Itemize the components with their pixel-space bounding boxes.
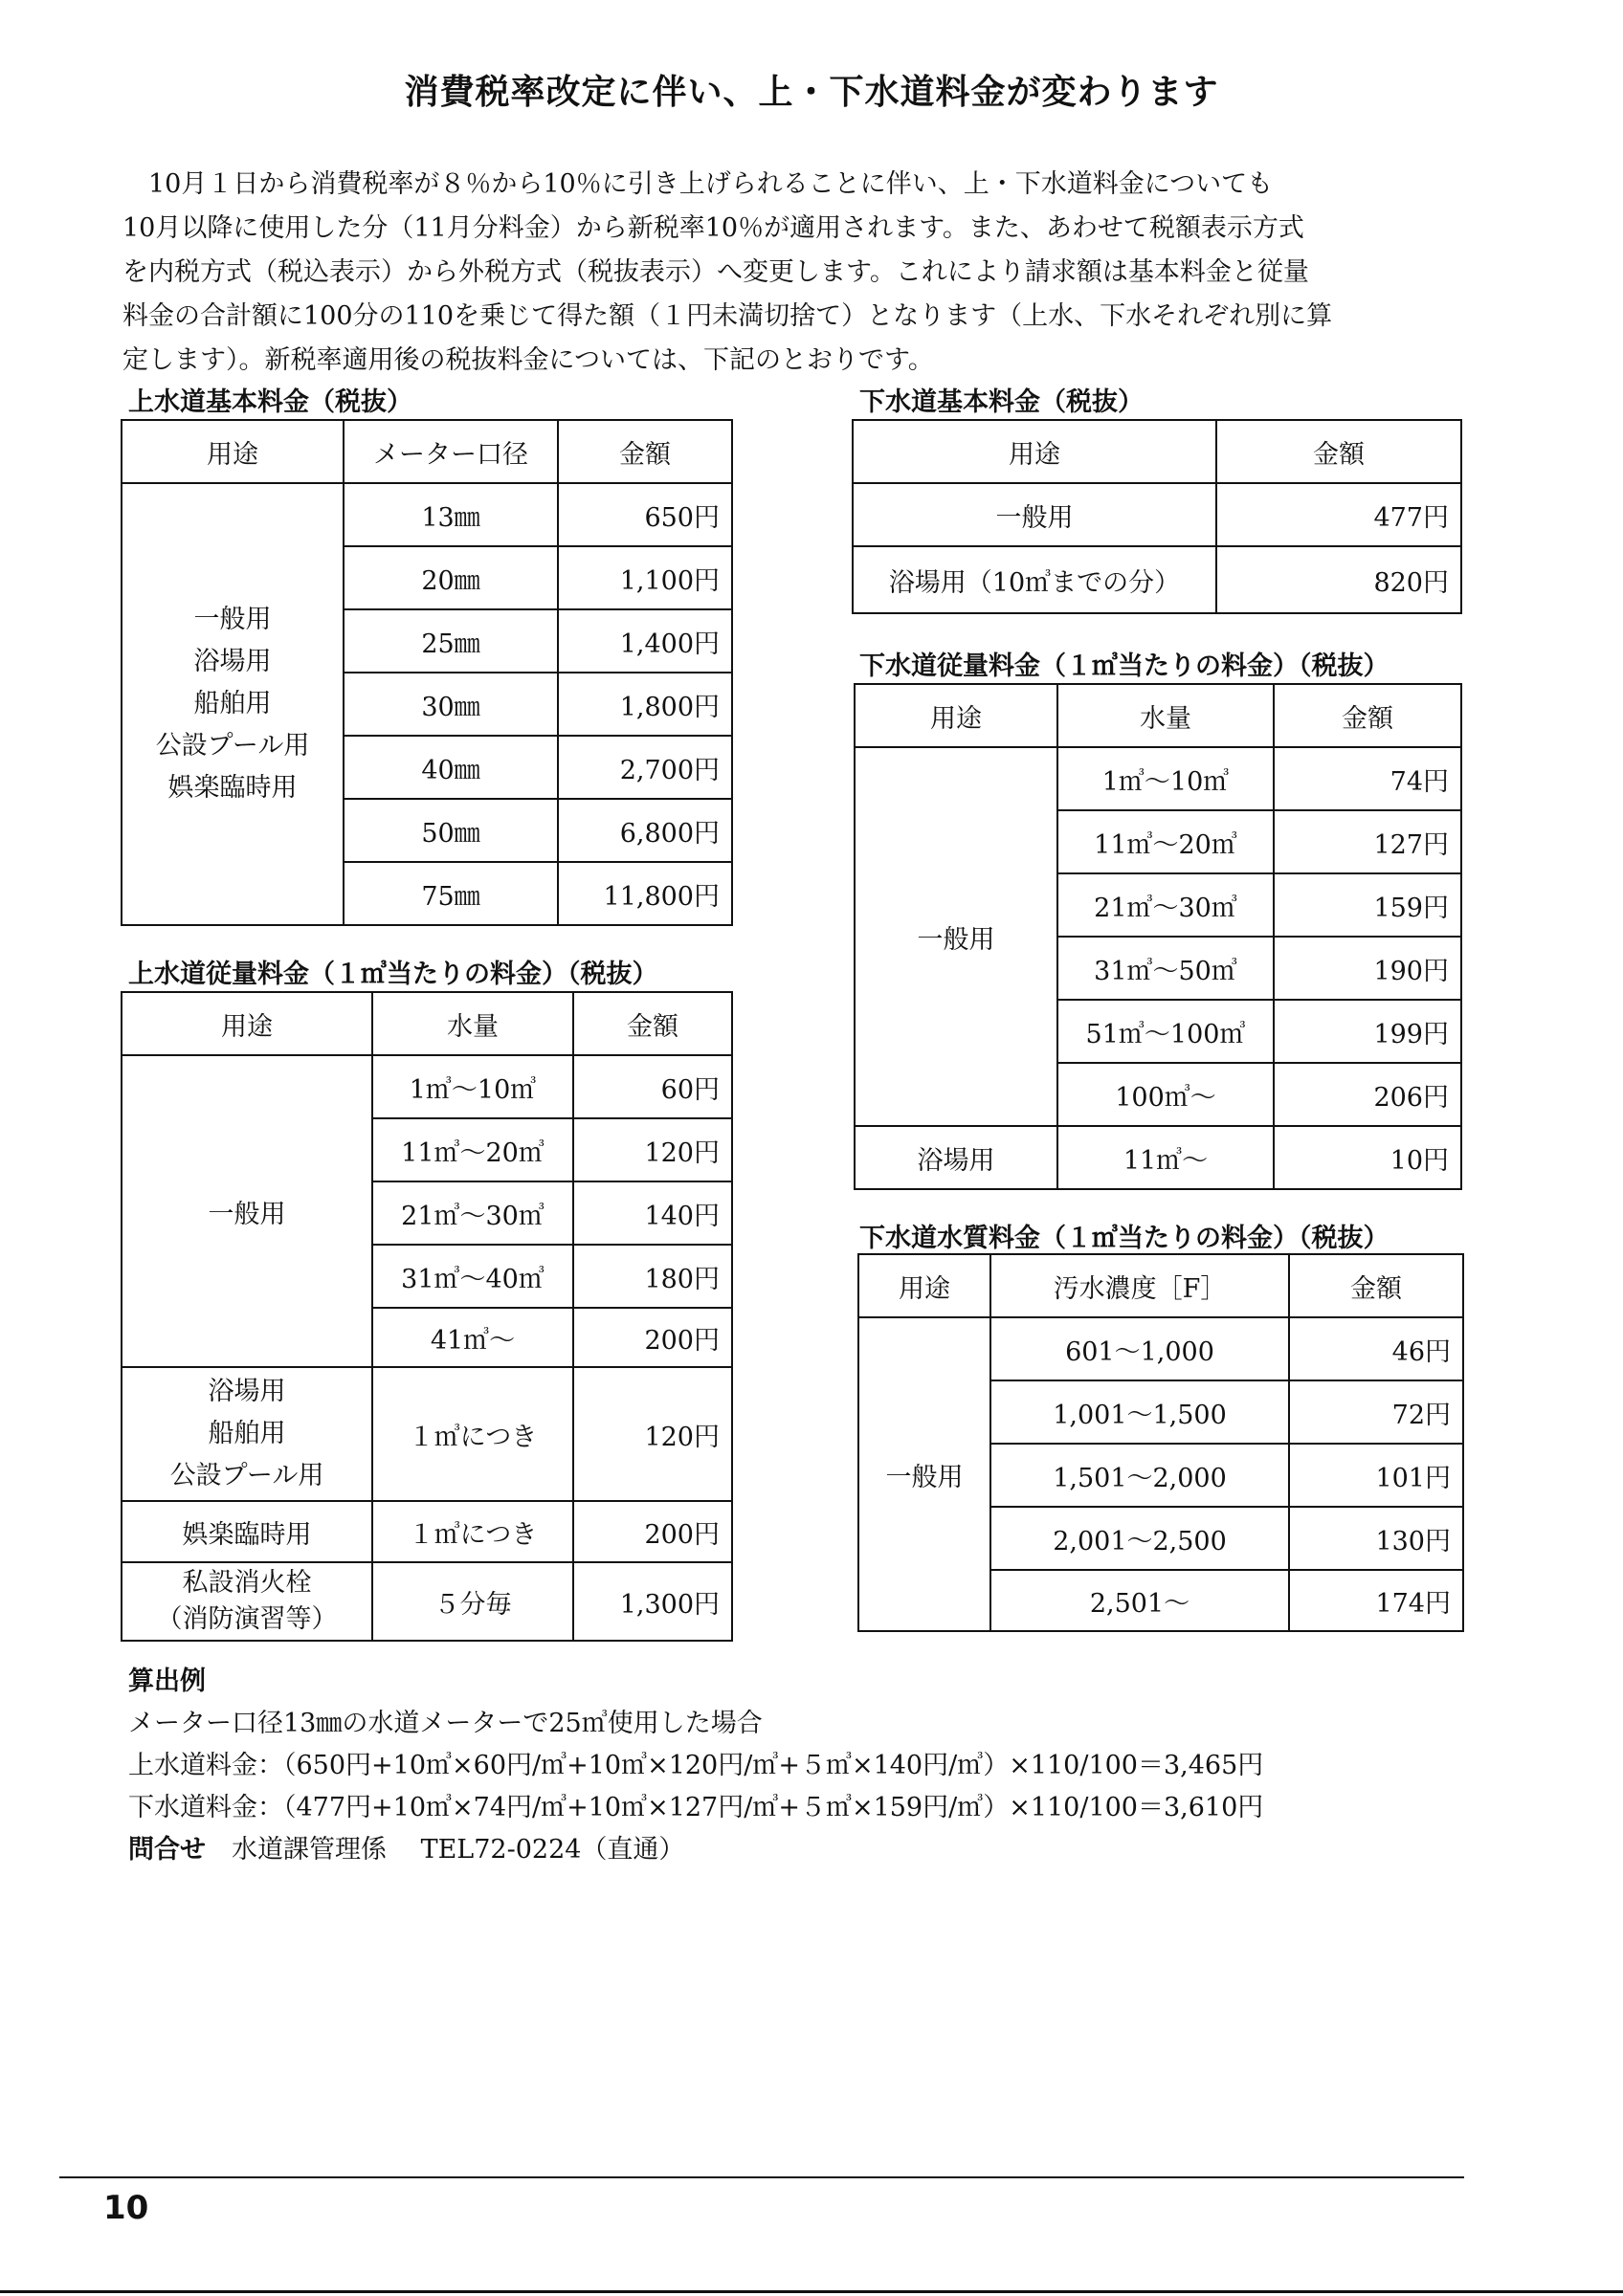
header-cell: 用途	[122, 420, 344, 483]
table-header-row	[122, 992, 732, 1055]
use-cell: 浴場用	[855, 1126, 1057, 1189]
volume-cell: 11㎥～	[1057, 1126, 1274, 1189]
volume-cell: 1㎥～10㎥	[1057, 747, 1274, 810]
header-cell: 水量	[1057, 684, 1274, 747]
water-basic-heading: 上水道基本料金（税抜）	[128, 387, 412, 417]
amount-cell: 127円	[1274, 810, 1461, 873]
size-cell: 25㎜	[344, 609, 558, 673]
header-cell: 汚水濃度［F］	[990, 1254, 1289, 1317]
table-header-row	[858, 1254, 1463, 1317]
intro-line: 10月１日から消費税率が８％から10％に引き上げられることに伴い、上・下水道料金についても	[122, 169, 1274, 199]
use-line: 娯楽臨時用	[167, 773, 298, 803]
use-cell: 娯楽臨時用	[122, 1501, 372, 1562]
use-line: 公設プール用	[155, 731, 310, 761]
header-cell: 水量	[372, 992, 573, 1055]
amount-cell: 120円	[573, 1118, 732, 1181]
intro-line: 料金の合計額に100分の110を乗じて得た額（１円未満切捨て）となります（上水、下水それぞれ別に算	[122, 301, 1333, 331]
use-line: 公設プール用	[169, 1461, 324, 1490]
contact-text: 水道課管理係 TEL72-0224（直通）	[206, 1835, 685, 1865]
contact-line	[128, 1829, 1564, 1871]
header-cell: 金額	[558, 420, 732, 483]
amount-cell: 200円	[573, 1501, 732, 1562]
header-cell: 用途	[858, 1254, 990, 1317]
volume-cell: 21㎥～30㎥	[372, 1181, 573, 1245]
header-cell: 金額	[1216, 420, 1461, 483]
volume-cell: 51㎥～100㎥	[1057, 1000, 1274, 1063]
amount-cell: 11,800円	[558, 862, 732, 925]
table-row	[855, 747, 1461, 810]
header-cell: 用途	[853, 420, 1216, 483]
sewer-usage-heading: 下水道従量料金（１㎥当たりの料金）（税抜）	[859, 651, 1390, 681]
size-cell: 40㎜	[344, 736, 558, 799]
size-cell: 30㎜	[344, 673, 558, 736]
volume-cell: 1㎥～10㎥	[372, 1055, 573, 1118]
footer-divider	[59, 2176, 1464, 2178]
amount-cell: 477円	[1216, 483, 1461, 546]
example-heading: 算出例	[128, 1667, 206, 1696]
amount-cell: 206円	[1274, 1063, 1461, 1126]
use-cell	[122, 483, 344, 925]
amount-cell: 10円	[1274, 1126, 1461, 1189]
volume-cell: １㎥につき	[372, 1501, 573, 1562]
use-line: （消防演習等）	[156, 1604, 338, 1634]
table-row	[122, 1367, 732, 1501]
volume-cell: ５分毎	[372, 1562, 573, 1641]
range-cell: 2,001～2,500	[990, 1507, 1289, 1570]
use-cell: 一般用	[855, 747, 1057, 1126]
water-calculation: 上水道料金：（650円+10㎥×60円/㎥+10㎥×120円/㎥+５㎥×140円/㎥）×110/100＝3,465円	[128, 1751, 1264, 1780]
table-row	[853, 546, 1461, 613]
range-cell: 2,501～	[990, 1570, 1289, 1631]
use-cell: 一般用	[122, 1055, 372, 1367]
use-cell	[122, 1367, 372, 1501]
amount-cell: 60円	[573, 1055, 732, 1118]
amount-cell: 1,300円	[573, 1562, 732, 1641]
sewer-quality-table	[857, 1253, 1464, 1632]
amount-cell: 1,800円	[558, 673, 732, 736]
amount-cell: 190円	[1274, 937, 1461, 1000]
calculation-example	[128, 1661, 1564, 1871]
table-header-row	[855, 684, 1461, 747]
volume-cell: 31㎥～50㎥	[1057, 937, 1274, 1000]
use-line: 船舶用	[193, 689, 272, 718]
amount-cell: 159円	[1274, 873, 1461, 937]
use-line: 浴場用	[208, 1377, 286, 1406]
volume-cell: １㎥につき	[372, 1367, 573, 1501]
size-cell: 50㎜	[344, 799, 558, 862]
volume-cell: 100㎥～	[1057, 1063, 1274, 1126]
amount-cell: 199円	[1274, 1000, 1461, 1063]
use-line: 浴場用	[193, 647, 272, 676]
header-cell: 金額	[573, 992, 732, 1055]
table-row	[858, 1317, 1463, 1380]
amount-cell: 1,100円	[558, 546, 732, 609]
sewer-basic-table	[852, 419, 1462, 614]
amount-cell: 140円	[573, 1181, 732, 1245]
water-usage-table	[121, 991, 733, 1642]
range-cell: 1,001～1,500	[990, 1380, 1289, 1444]
amount-cell: 120円	[573, 1367, 732, 1501]
amount-cell: 130円	[1289, 1507, 1463, 1570]
intro-line: 10月以降に使用した分（11月分料金）から新税率10％が適用されます。また、あわせて税額表示方式	[122, 213, 1304, 243]
sewer-usage-table	[854, 683, 1462, 1190]
amount-cell: 74円	[1274, 747, 1461, 810]
amount-cell: 174円	[1289, 1570, 1463, 1631]
table-row	[122, 1562, 732, 1641]
amount-cell: 72円	[1289, 1380, 1463, 1444]
use-cell: 一般用	[858, 1317, 990, 1631]
table-header-row	[122, 420, 732, 483]
sewer-calculation: 下水道料金：（477円+10㎥×74円/㎥+10㎥×127円/㎥+５㎥×159円/㎥）×110/100＝3,610円	[128, 1793, 1264, 1822]
volume-cell: 31㎥～40㎥	[372, 1245, 573, 1308]
table-header-row	[853, 420, 1461, 483]
size-cell: 75㎜	[344, 862, 558, 925]
size-cell: 13㎜	[344, 483, 558, 546]
amount-cell: 200円	[573, 1308, 732, 1367]
example-condition: メーター口径13㎜の水道メーターで25㎥使用した場合	[128, 1709, 763, 1738]
amount-cell: 820円	[1216, 546, 1461, 613]
page-title: 消費税率改定に伴い、上・下水道料金が変わります	[404, 73, 1219, 112]
intro-line: を内税方式（税込表示）から外税方式（税抜表示）へ変更します。これにより請求額は基本料金と従量	[122, 257, 1309, 287]
use-cell: 浴場用（10㎥までの分）	[853, 546, 1216, 613]
amount-cell: 1,400円	[558, 609, 732, 673]
volume-cell: 41㎥～	[372, 1308, 573, 1367]
sewer-quality-heading: 下水道水質料金（１㎥当たりの料金）（税抜）	[859, 1224, 1390, 1253]
use-cell: 一般用	[853, 483, 1216, 546]
use-line: 船舶用	[208, 1419, 286, 1448]
size-cell: 20㎜	[344, 546, 558, 609]
range-cell: 1,501～2,000	[990, 1444, 1289, 1507]
header-cell: 用途	[855, 684, 1057, 747]
water-basic-table	[121, 419, 733, 926]
header-cell: 用途	[122, 992, 372, 1055]
table-row	[855, 1126, 1461, 1189]
amount-cell: 101円	[1289, 1444, 1463, 1507]
header-cell: 金額	[1289, 1254, 1463, 1317]
use-cell	[122, 1562, 372, 1641]
range-cell: 601～1,000	[990, 1317, 1289, 1380]
header-cell: 金額	[1274, 684, 1461, 747]
table-row	[122, 483, 732, 546]
volume-cell: 21㎥～30㎥	[1057, 873, 1274, 937]
bottom-edge-line	[0, 2290, 1623, 2293]
volume-cell: 11㎥～20㎥	[1057, 810, 1274, 873]
page-number: 10	[103, 2189, 149, 2227]
amount-cell: 180円	[573, 1245, 732, 1308]
table-row	[122, 1501, 732, 1562]
volume-cell: 11㎥～20㎥	[372, 1118, 573, 1181]
sewer-basic-heading: 下水道基本料金（税抜）	[859, 387, 1144, 417]
intro-paragraph	[122, 163, 1466, 383]
use-line: 一般用	[193, 605, 272, 634]
table-row	[853, 483, 1461, 546]
contact-label: 問合せ	[128, 1835, 206, 1865]
amount-cell: 6,800円	[558, 799, 732, 862]
amount-cell: 2,700円	[558, 736, 732, 799]
amount-cell: 650円	[558, 483, 732, 546]
amount-cell: 46円	[1289, 1317, 1463, 1380]
use-line: 私設消火栓	[182, 1568, 312, 1598]
water-usage-heading: 上水道従量料金（１㎥当たりの料金）（税抜）	[128, 960, 658, 989]
table-row	[122, 1055, 732, 1118]
header-cell: メーター口径	[344, 420, 558, 483]
intro-line: 定します）。新税率適用後の税抜料金については、下記のとおりです。	[122, 345, 934, 375]
